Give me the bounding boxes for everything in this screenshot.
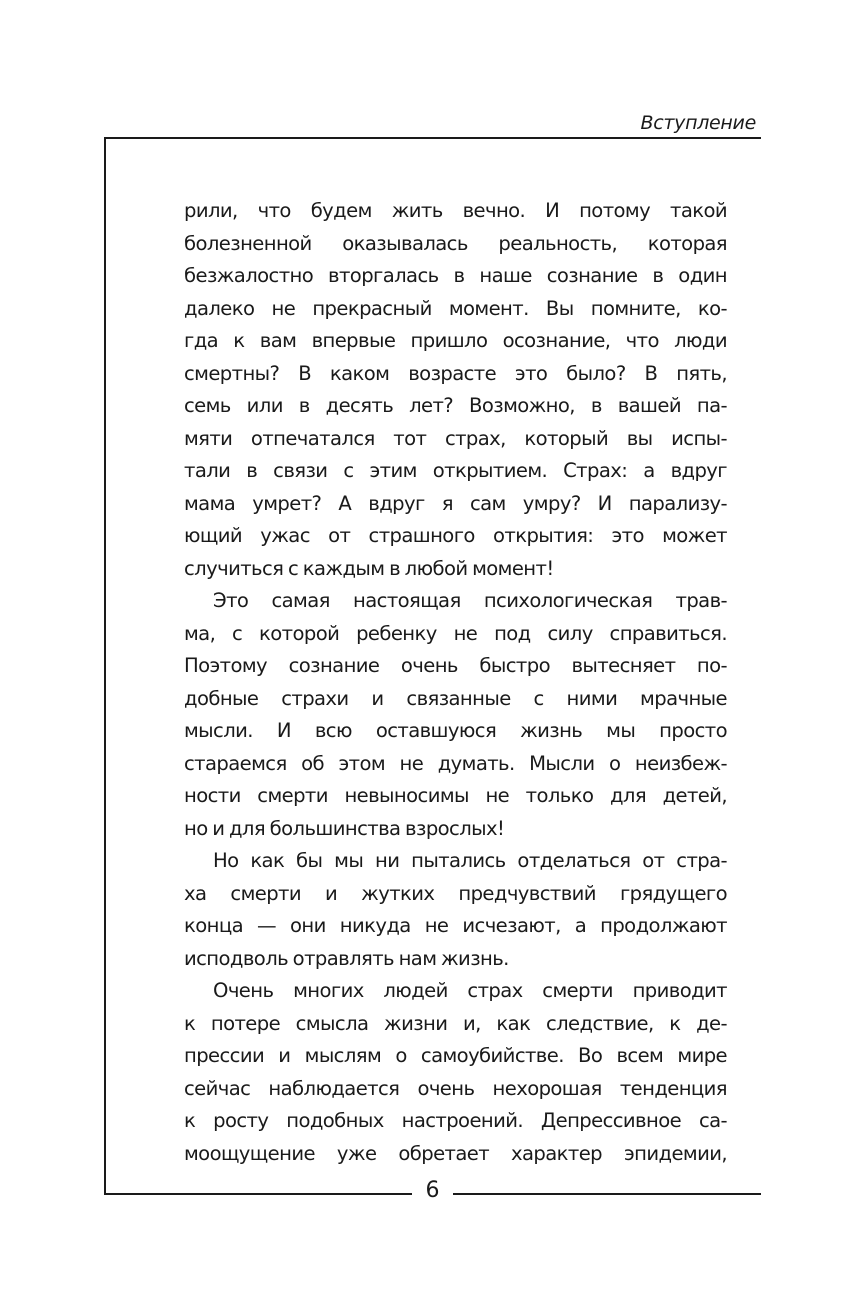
text-line: далеко не прекрасный момент. Вы помните, ко- — [184, 296, 727, 320]
text-line: Поэтому сознание очень быстро вытесняет по- — [184, 654, 727, 677]
text-line: болезненной оказывалась реальность, которая — [184, 231, 727, 255]
frame-bottom-rule-left — [104, 1193, 412, 1195]
text-line: моощущение уже обретает характер эпидемии, — [184, 1141, 727, 1165]
text-line: безжалостно вторгалась в наше сознание в один — [184, 264, 727, 287]
text-line: Это самая настоящая психологическая трав- — [213, 589, 727, 612]
text-line: ющий ужас от страшного открытия: это может — [184, 524, 727, 547]
text-line: гда к вам впервые пришло осознание, что люди — [184, 329, 727, 352]
text-line: добные страхи и связанные с ними мрачные — [184, 686, 727, 710]
text-line: рили, что будем жить вечно. И потому такой — [184, 199, 727, 222]
text-line: смертны? В каком возрасте это было? В пять, — [184, 361, 727, 385]
text-line: тали в связи с этим открытием. Страх: а вдруг — [184, 459, 727, 482]
text-line: случиться с каждым в любой момент! — [184, 556, 554, 580]
text-line: исподволь отравлять нам жизнь. — [184, 946, 509, 970]
text-line: сейчас наблюдается очень нехорошая тенденция — [184, 1076, 727, 1100]
text-line: Но как бы мы ни пытались отделаться от стра- — [213, 849, 727, 872]
frame-top-rule — [104, 137, 761, 139]
text-line: ха смерти и жутких предчувствий грядущего — [184, 881, 727, 905]
text-line: стараемся об этом не думать. Мысли о неизбеж- — [184, 751, 727, 775]
text-line: но и для большинства взрослых! — [184, 816, 505, 840]
running-header-title: Вступление — [640, 112, 756, 134]
body-text — [184, 195, 727, 1170]
text-line: к росту подобных настроений. Депрессивное са- — [184, 1109, 727, 1132]
text-line: к потере смысла жизни и, как следствие, к де- — [184, 1011, 727, 1035]
frame-left-rule — [104, 137, 106, 1195]
frame-bottom-rule-right — [453, 1193, 761, 1195]
text-line: прессии и мыслям о самоубийстве. Во всем мире — [184, 1044, 727, 1067]
text-line: ма, с которой ребенку не под силу справиться. — [184, 621, 727, 645]
text-line: ности смерти невыносимы не только для детей, — [184, 784, 727, 807]
text-line: Очень многих людей страх смерти приводит — [213, 979, 727, 1002]
text-line: мяти отпечатался тот страх, который вы испы- — [184, 426, 727, 450]
text-line: мысли. И всю оставшуюся жизнь мы просто — [184, 719, 727, 742]
text-line: семь или в десять лет? Возможно, в вашей па- — [184, 394, 727, 417]
text-line: мама умрет? А вдруг я сам умру? И парализу- — [184, 491, 727, 515]
page-number: 6 — [425, 1178, 440, 1203]
text-line: конца — они никуда не исчезают, а продолжают — [184, 914, 727, 937]
